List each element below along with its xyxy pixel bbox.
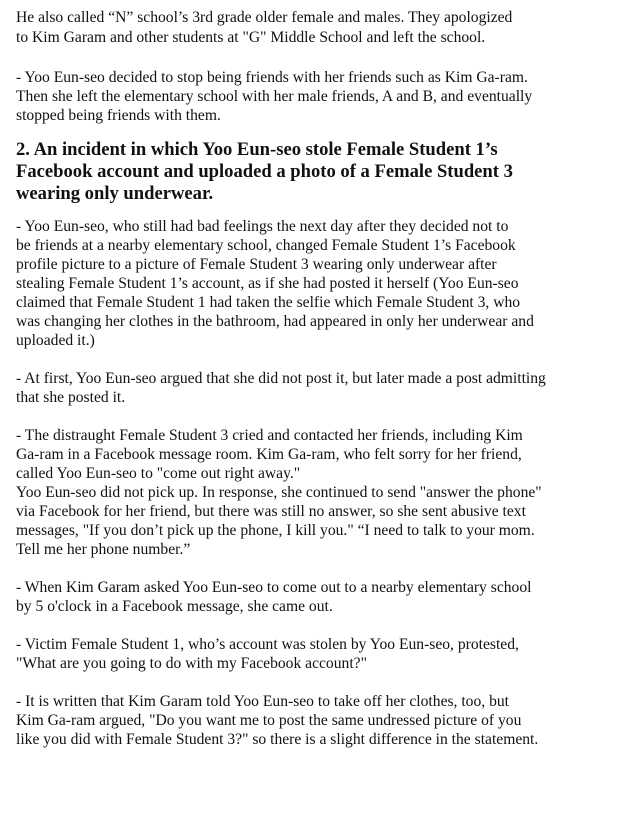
heading-line: Facebook account and uploaded a photo of a Female Student 3 — [16, 161, 513, 182]
text-line: "What are you going to do with my Facebook account?" — [16, 655, 367, 672]
text-line: - Yoo Eun-seo, who still had bad feelings the next day after they decided not to — [16, 218, 509, 235]
text-line: He also called “N” school’s 3rd grade older female and males. They apologized — [16, 9, 513, 26]
text-line: by 5 o'clock in a Facebook message, she came out. — [16, 598, 333, 615]
text-line: Yoo Eun-seo did not pick up. In response, she continued to send "answer the phone" — [16, 484, 542, 501]
text-line: Then she left the elementary school with her male friends, A and B, and eventually — [16, 88, 533, 105]
text-line: claimed that Female Student 1 had taken the selfie which Female Student 3, who — [16, 294, 521, 311]
text-line: Tell me her phone number.” — [16, 541, 191, 558]
text-line: messages, "If you don’t pick up the phone, I kill you." “I need to talk to your mom. — [16, 522, 535, 539]
text-line: - At first, Yoo Eun-seo argued that she did not post it, but later made a post admitting — [16, 370, 546, 387]
text-line: like you did with Female Student 3?" so there is a slight difference in the statement. — [16, 731, 539, 748]
text-line: - It is written that Kim Garam told Yoo Eun-seo to take off her clothes, too, but — [16, 693, 509, 710]
text-line: via Facebook for her friend, but there was still no answer, so she sent abusive text — [16, 503, 526, 520]
text-line: Ga-ram in a Facebook message room. Kim Ga-ram, who felt sorry for her friend, — [16, 446, 522, 463]
text-line: that she posted it. — [16, 389, 126, 406]
text-line: called Yoo Eun-seo to "come out right away." — [16, 465, 301, 482]
text-line: - When Kim Garam asked Yoo Eun-seo to come out to a nearby elementary school — [16, 579, 532, 596]
text-line: to Kim Garam and other students at "G" Middle School and left the school. — [16, 29, 486, 46]
text-line: Kim Ga-ram argued, "Do you want me to post the same undressed picture of you — [16, 712, 522, 729]
text-line: - Yoo Eun-seo decided to stop being friends with her friends such as Kim Ga-ram. — [16, 69, 528, 86]
text-line: - Victim Female Student 1, who’s account was stolen by Yoo Eun-seo, protested, — [16, 636, 519, 653]
heading-line: wearing only underwear. — [16, 183, 214, 204]
text-line: was changing her clothes in the bathroom, had appeared in only her underwear and — [16, 313, 534, 330]
text-line: stopped being friends with them. — [16, 107, 221, 124]
text-line: - The distraught Female Student 3 cried and contacted her friends, including Kim — [16, 427, 523, 444]
text-line: stealing Female Student 1’s account, as if she had posted it herself (Yoo Eun-seo — [16, 275, 519, 292]
text-line: be friends at a nearby elementary school, changed Female Student 1’s Facebook — [16, 237, 516, 254]
text-line: profile picture to a picture of Female Student 3 wearing only underwear after — [16, 256, 497, 273]
heading-line: 2. An incident in which Yoo Eun-seo stole Female Student 1’s — [16, 139, 498, 160]
text-line: uploaded it.) — [16, 332, 95, 349]
